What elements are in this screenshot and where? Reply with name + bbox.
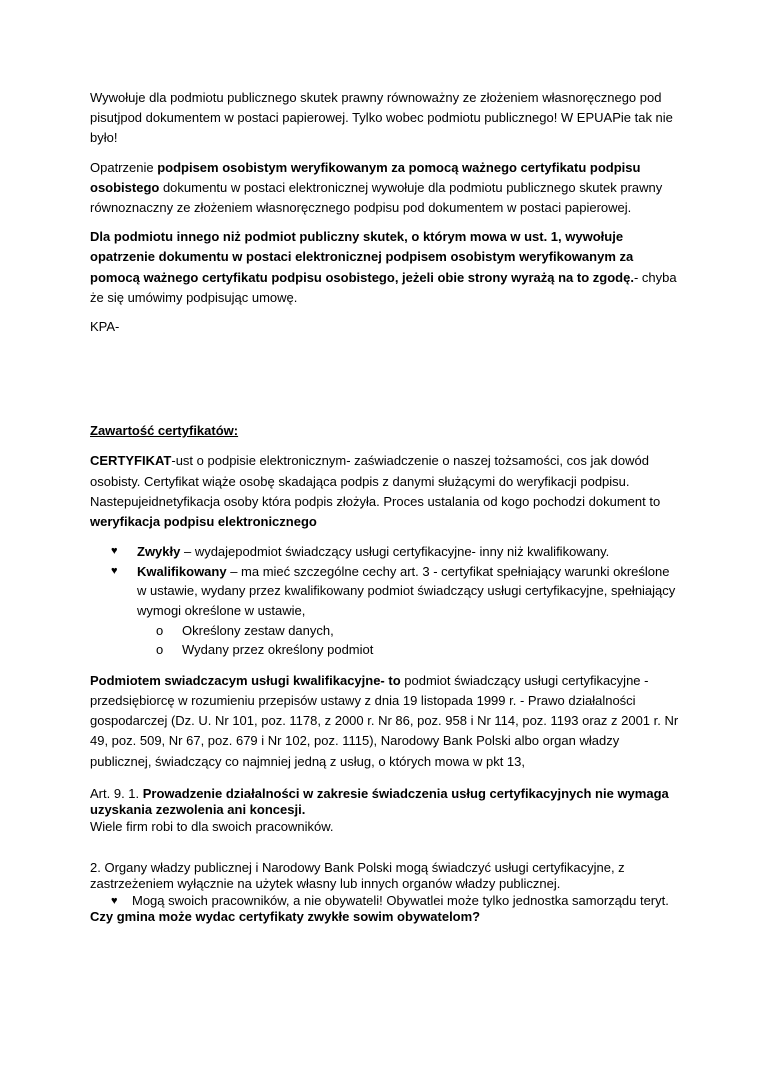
text: podmiot świadczący usługi certyfikacyjne - przedsiębiorcę w rozumieniu przepisów ustawy z dnia 19 listopada 1999 r. - Prawo działalności gospodarczej (Dz. U. Nr 101, poz. 1178, z 2000 r. Nr 86, poz. 958 i Nr 114, poz. 1193 oraz z 2001 r. Nr 49, poz. 509, Nr 67, poz. 679 i Nr 102, poz. 1115), Narodowy Bank Polski albo organ władzy publicznej, świadczący co najmniej jedną z usług, o których mowa w pkt 13,	[90, 672, 679, 769]
text: Wiele firm robi to dla swoich pracowników.	[90, 819, 334, 835]
bold-text: Podmiotem swiadczacym usługi kwalifikacyjne- to	[90, 672, 401, 688]
paragraph-kpa: KPA-	[90, 319, 120, 335]
paragraph-public-entity-effect: Wywołuje dla podmiotu publicznego skutek prawny równoważny ze złożeniem własnoręcznego pod pisutjpod dokumentem w postaci papierowej. Tylko wobec podmiotu publicznego! W EPUAPie tak nie było!	[90, 90, 673, 146]
circle-bullet-icon: o	[156, 642, 164, 658]
text: Określony zestaw danych,	[182, 622, 334, 638]
certificate-types-list	[90, 542, 680, 660]
text: – wydajepodmiot świadczący usługi certyfikacyjne- inny niż kwalifikowany.	[180, 544, 610, 560]
list-item	[90, 542, 680, 562]
heart-bullet-icon: ♥	[111, 894, 118, 907]
text: -ust o podpisie elektronicznym- zaświadczenie o naszej tożsamości, cos jak dowód osobisty. Certyfikat wiąże osobę skadająca podpis z danymi służącymi do weryfikacji podpisu. Nastepujeidnetyfikacja osoby która podpis złożyła. Proces ustalania od kogo pochodzi dokument to	[90, 453, 661, 509]
paragraph-other-entity-effect	[90, 227, 680, 308]
text: Opatrzenie	[90, 159, 158, 175]
text: - chyba że się umówimy podpisując umowę.	[90, 269, 677, 305]
bold-text: weryfikacja podpisu elektronicznego	[90, 514, 317, 530]
paragraph-public-authorities: 2. Organy władzy publicznej i Narodowy Bank Polski mogą świadczyć usługi certyfikacyjne, z zastrzeżeniem wyłącznie na użytek własny lub innych organów władzy publicznej.	[90, 859, 625, 892]
heart-bullet-icon: ♥	[111, 564, 118, 577]
bold-text: Dla podmiotu innego niż podmiot publiczny skutek, o którym mowa w ust. 1, wywołuje opatrzenie dokumentu w postaci elektronicznej podpisem osobistym weryfikowanym za pomocą ważnego certyfikatu podpisu osobistego, jeżeli obie strony wyrażą na to zgodę.	[90, 229, 634, 285]
document-page	[90, 88, 680, 926]
paragraph-certificate-definition	[90, 451, 680, 532]
paragraph-personal-signature	[90, 158, 680, 219]
bold-text: podpisem osobistym weryfikowanym za pomocą ważnego certyfikatu podpisu osobistego	[90, 159, 641, 195]
list-item	[90, 562, 680, 621]
text: Wydany przez określony podmiot	[182, 642, 374, 658]
circle-bullet-icon: o	[156, 622, 164, 638]
paragraph-art-9	[90, 786, 680, 836]
heart-bullet-icon: ♥	[111, 545, 118, 558]
bold-text: Prowadzenie działalności w zakresie świadczenia usług certyfikacyjnych nie wymaga uzyskania zezwolenia ani koncesji.	[90, 785, 669, 818]
sub-list-item	[90, 621, 680, 641]
text: Art. 9. 1.	[90, 785, 143, 801]
note-list	[90, 893, 680, 910]
bold-text: CERTYFIKAT	[90, 453, 172, 469]
paragraph-qualified-provider	[90, 671, 680, 772]
list-item	[90, 893, 680, 910]
text: Mogą swoich pracowników, a nie obywateli! Obywatlei może tylko jednostka samorządu teryt.	[132, 892, 669, 908]
question-line: Czy gmina może wydac certyfikaty zwykłe sowim obywatelom?	[90, 909, 481, 925]
text: – ma mieć szczególne cechy art. 3 - certyfikat spełniający warunki określone w ustawie, wydany przez kwalifikowany podmiot świadczący usługi certyfikacyjne, spełniający wymogi określone w ustawie,	[137, 563, 676, 619]
text: dokumentu w postaci elektronicznej wywołuje dla podmiotu publicznego skutek prawny równoznaczny ze złożeniem własnoręcznego podpisu pod dokumentem w postaci papierowej.	[90, 179, 663, 216]
bold-text: Kwalifikowany	[137, 563, 227, 579]
sub-list-item	[90, 640, 680, 660]
bold-text: Zwykły	[137, 544, 181, 560]
section-heading: Zawartość certyfikatów:	[90, 423, 239, 439]
